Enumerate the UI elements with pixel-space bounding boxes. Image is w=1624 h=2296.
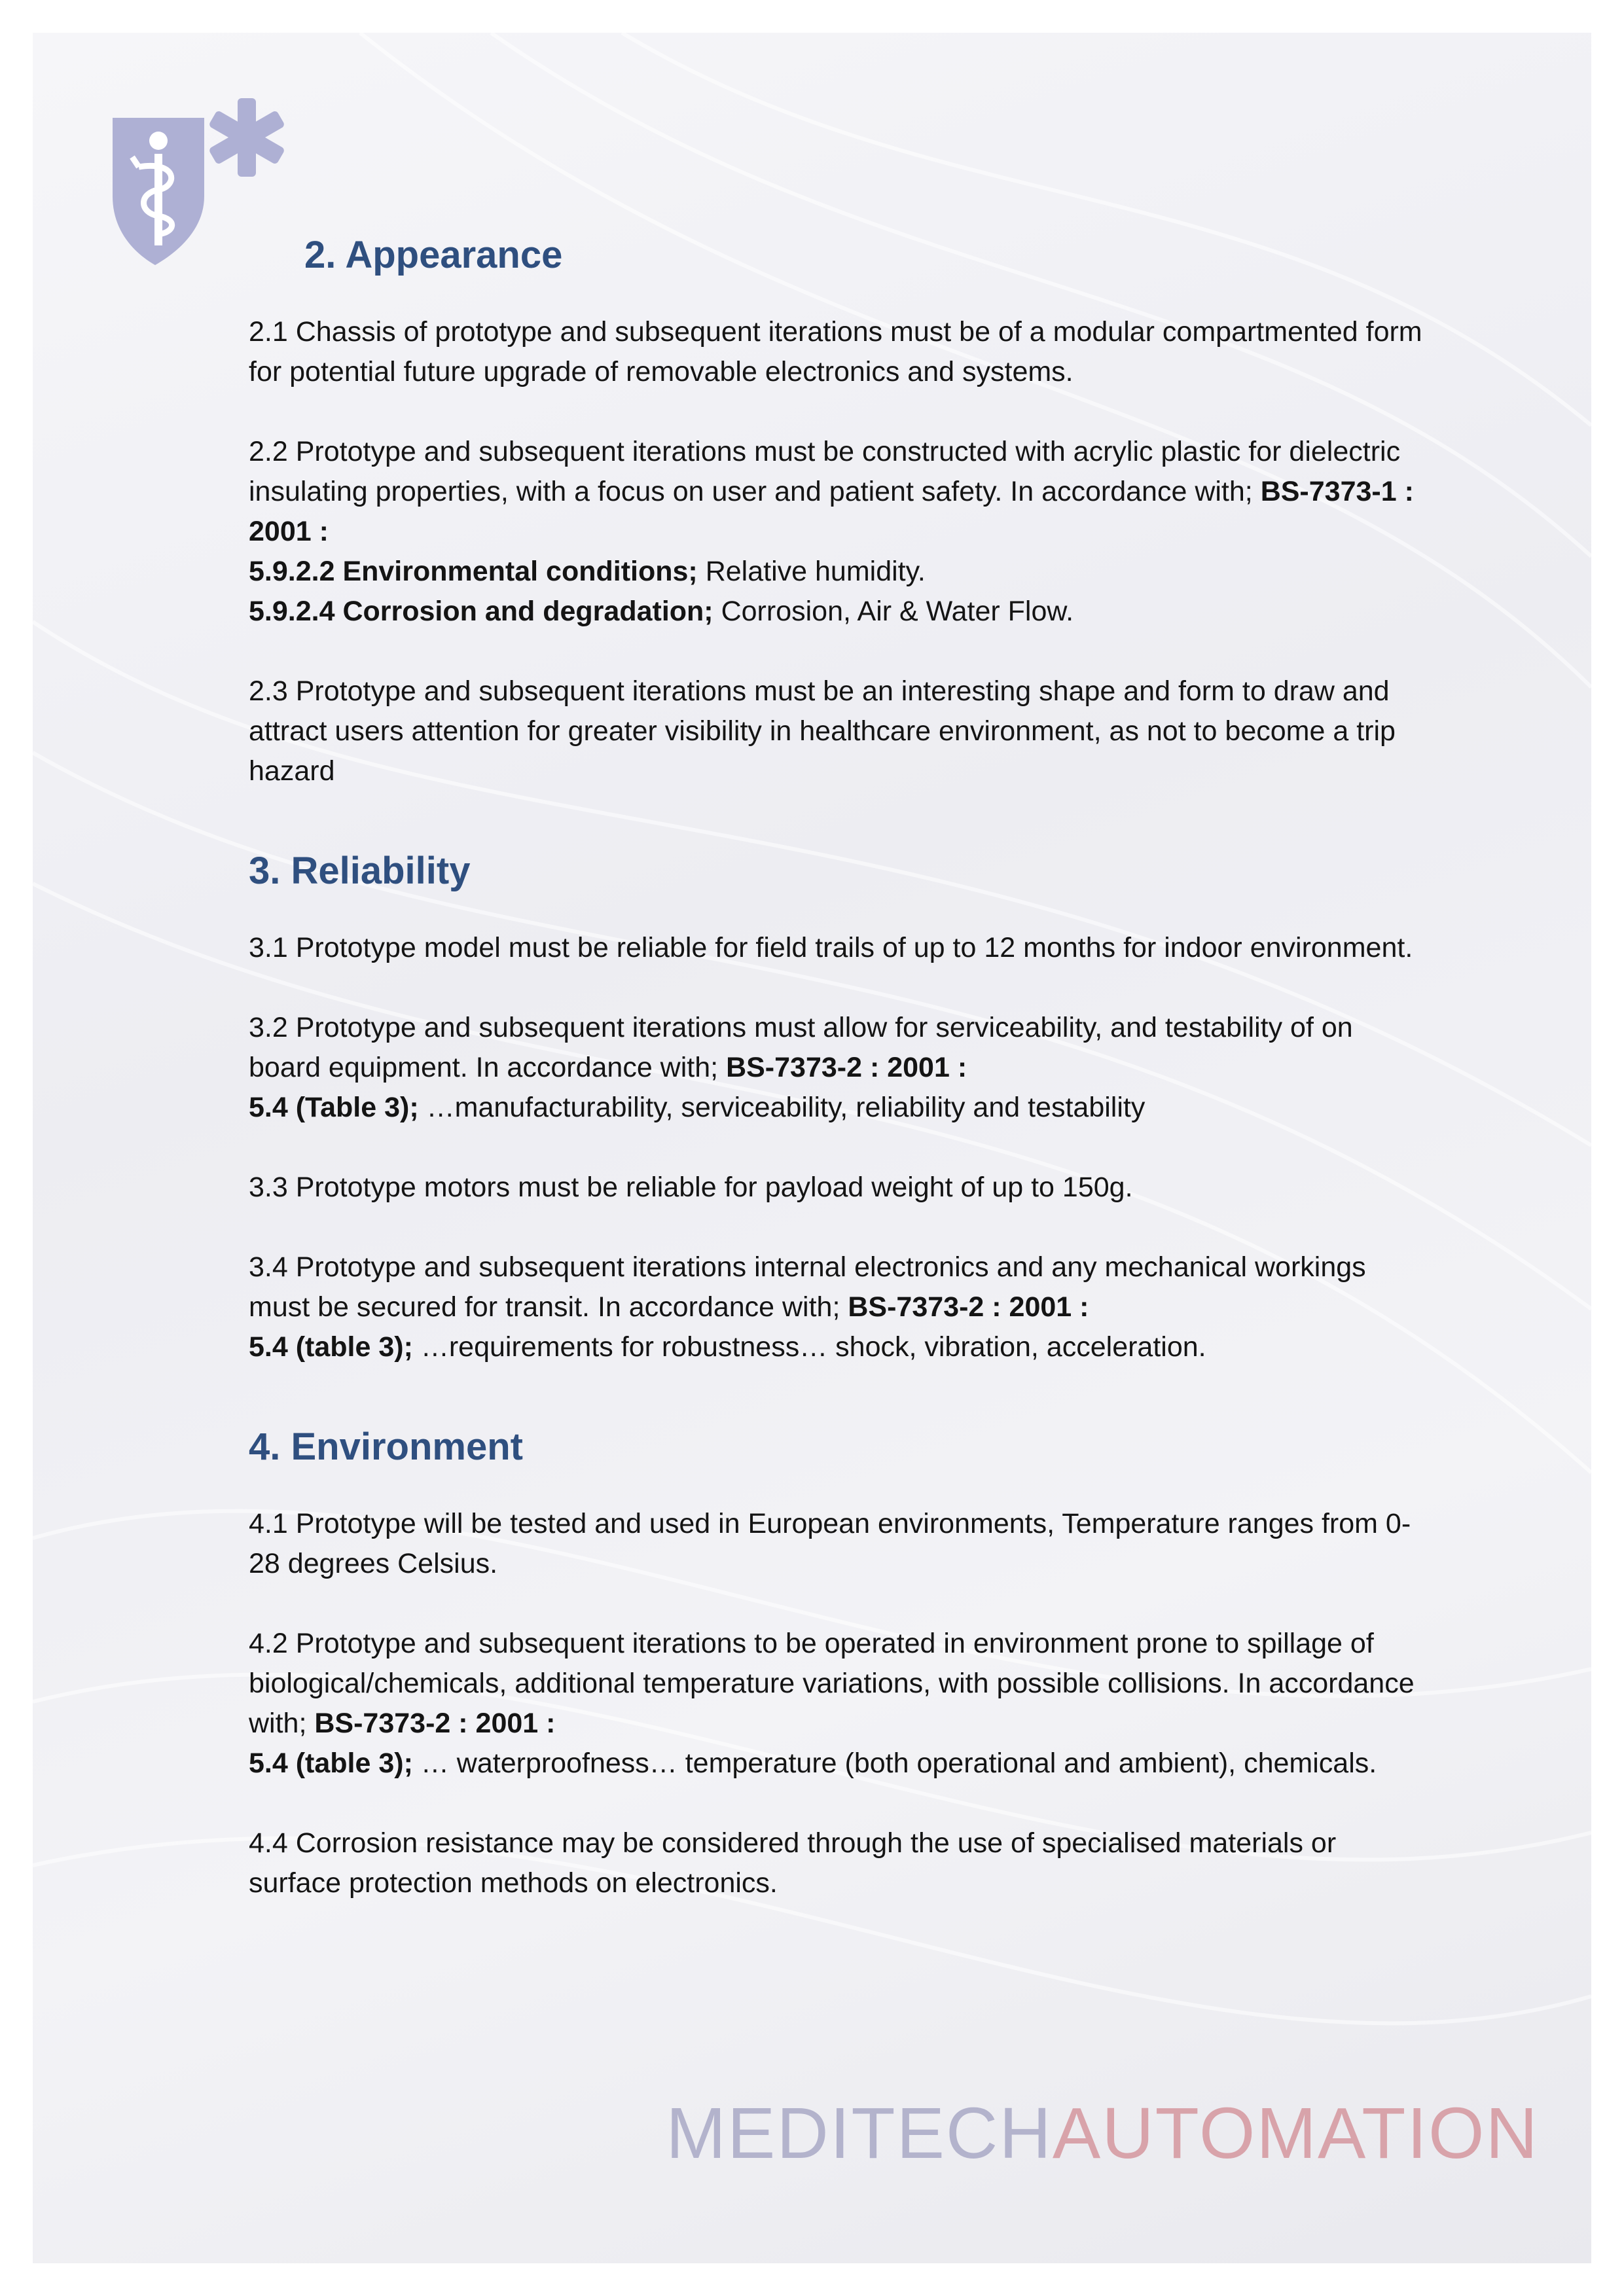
section-heading-environment: 4. Environment xyxy=(249,1426,523,1468)
section-heading-appearance: 2. Appearance xyxy=(304,234,563,276)
paragraph-4-1: 4.1 Prototype will be tested and used in European environments, Temperature ranges from 0-28 degrees Celsius. xyxy=(249,1508,1411,1579)
paragraph-2-1: 2.1 Chassis of prototype and subsequent iterations must be of a modular compartmented form for potential future upgrade of removable electronics and systems. xyxy=(249,316,1422,387)
paragraph-3-3: 3.3 Prototype motors must be reliable for payload weight of up to 150g. xyxy=(249,1172,1133,1203)
wordmark-part-meditech: MEDITECH xyxy=(666,2093,1053,2174)
clause-reference: 5.9.2.4 Corrosion and degradation; xyxy=(249,596,713,627)
clause-reference: 5.4 (table 3); xyxy=(249,1331,413,1363)
document-page xyxy=(33,33,1591,2263)
section-heading-reliability: 3. Reliability xyxy=(249,850,471,892)
standard-reference: BS-7373-2 : 2001 : xyxy=(848,1291,1089,1323)
paragraph-2-2-text: 2.2 Prototype and subsequent iterations must be constructed with acrylic plastic for dielectric insulating properties, with a focus on user and patient safety. In accordance with; xyxy=(249,436,1401,507)
clause-reference: 5.4 (Table 3); xyxy=(249,1092,419,1123)
company-wordmark xyxy=(666,2092,1539,2175)
standard-reference: BS-7373-2 : 2001 : xyxy=(314,1708,556,1739)
clause-text: … waterproofness… temperature (both operational and ambient), chemicals. xyxy=(412,1748,1377,1779)
standard-reference: BS-7373-1 : 2001 : xyxy=(249,476,1414,547)
paragraph-3-4-text: 3.4 Prototype and subsequent iterations internal electronics and any mechanical workings must be secured for transit. In accordance with; xyxy=(249,1251,1366,1323)
clause-text: Relative humidity. xyxy=(697,556,926,587)
clause-text: …requirements for robustness… shock, vibration, acceleration. xyxy=(412,1331,1206,1363)
paragraph-2-2 xyxy=(249,432,1427,632)
clause-text: …manufacturability, serviceability, reliability and testability xyxy=(418,1092,1146,1123)
paragraph-3-1: 3.1 Prototype model must be reliable for field trails of up to 12 months for indoor environment. xyxy=(249,932,1413,963)
clause-reference: 5.9.2.2 Environmental conditions; xyxy=(249,556,698,587)
wordmark-part-automation: AUTOMATION xyxy=(1052,2093,1539,2174)
paragraph-4-2 xyxy=(249,1624,1427,1784)
document-body xyxy=(249,229,1427,1903)
clause-text: Corrosion, Air & Water Flow. xyxy=(713,596,1074,627)
clause-reference: 5.4 (table 3); xyxy=(249,1748,413,1779)
paragraph-3-2 xyxy=(249,1008,1427,1128)
paragraph-3-4 xyxy=(249,1247,1427,1367)
paragraph-2-3: 2.3 Prototype and subsequent iterations must be an interesting shape and form to draw and attract users attention for greater visibility in healthcare environment, as not to become a trip hazard xyxy=(249,675,1396,787)
paragraph-4-4: 4.4 Corrosion resistance may be considered through the use of specialised materials or surface protection methods on electronics. xyxy=(249,1827,1337,1899)
paragraph-3-2-text: 3.2 Prototype and subsequent iterations must allow for serviceability, and testability of on board equipment. In accordance with; xyxy=(249,1012,1353,1083)
paragraph-4-2-text: 4.2 Prototype and subsequent iterations to be operated in environment prone to spillage of biological/chemicals, additional temperature variations, with possible collisions. In accordance with; xyxy=(249,1628,1415,1739)
standard-reference: BS-7373-2 : 2001 : xyxy=(726,1052,967,1083)
